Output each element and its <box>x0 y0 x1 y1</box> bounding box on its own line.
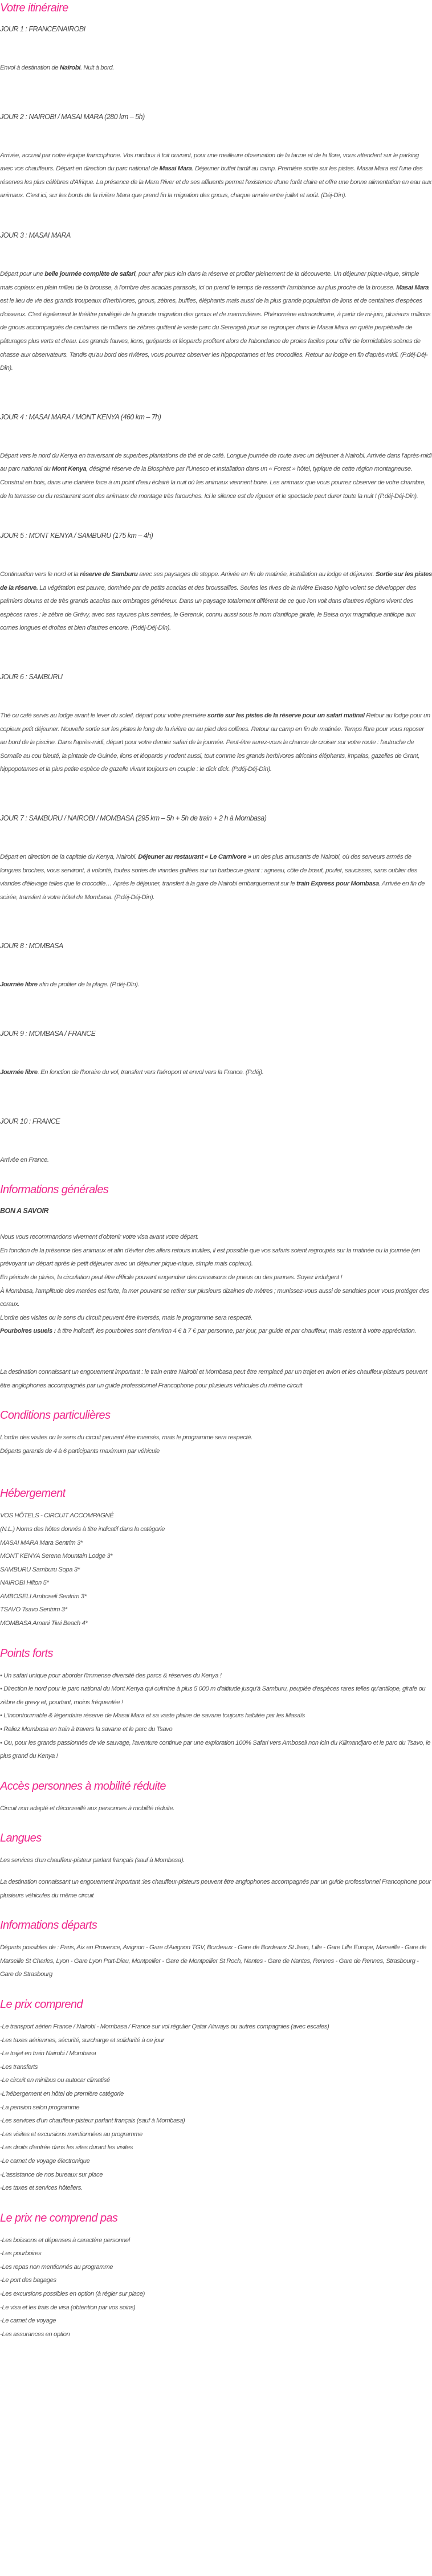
emphasis: Masai Mara <box>159 165 192 173</box>
day-1 <box>0 24 432 112</box>
price-excludes-title: Le prix ne comprend pas <box>0 2211 118 2224</box>
day-title: JOUR 7 : SAMBURU / NAIROBI / MOMBASA (295 km – 5h + 5h de train + 2 h à Mombasa) <box>0 814 267 823</box>
accommodation-title: Hébergement <box>0 1487 66 1500</box>
info-line: En fonction de la présence des animaux et afin d'éviter des allers retours inutiles, il est possible que vos safaris soient regroupés sur la matinée ou la journée (en prévoyant un départ après le petit déjeuner avec un déjeuner pique-nique, simple mais copieux). <box>0 1247 420 1268</box>
day-title: JOUR 3 : MASAI MARA <box>0 231 71 239</box>
info-line: En période de pluies, la circulation peut être difficile pouvant engendrer des crevaisons de pneus ou des pannes. Soyez indulgent ! <box>0 1273 343 1281</box>
highlight-item: • Un safari unique pour aborder l'immense diversité des parcs & réserves du Kenya ! <box>0 1672 222 1679</box>
hotel-item: MONT KENYA Serena Mountain Lodge 3* <box>0 1553 113 1560</box>
departures-section <box>0 1917 432 1997</box>
included-item: -Les transferts <box>0 2063 38 2071</box>
day-description: Départ en direction de la capitale du Kenya, Nairobi. Déjeuner au restaurant « Le Carnivore » un des plus amusants de Nairobi, où des serveurs armés de longues broches, vous serviront, à volonté, toutes sortes de viandes grillées sur un barbecue géant : agneau, côte de bœuf, poulet, saucisses, sans oublier des viandes d'élevage telles que le crocodile… Après le déjeuner, transfert à la gare de Nairobi embarquement sur le train Express pour Mombasa. Arrivée en fin de soirée, transfert à votre hôtel de Mombasa. (P.déj-Déj-Dîn). <box>0 854 425 901</box>
hotel-item: MOMBASA Amani Tiwi Beach 4* <box>0 1620 88 1627</box>
included-item: -L'assistance de nos bureaux sur place <box>0 2171 103 2178</box>
emphasis: Journée libre <box>0 1069 38 1076</box>
emphasis: Journée libre <box>0 981 38 989</box>
languages-section <box>0 1830 432 1917</box>
excluded-item: -Les excursions possibles en option (à régler sur place) <box>0 2291 145 2298</box>
good-to-know-heading: BON A SAVOIR <box>0 1207 49 1215</box>
included-item: -Les services d'un chauffeur-pisteur parlant français (sauf à Mombasa) <box>0 2117 185 2125</box>
day-description: Départ vers le nord du Kenya en traversant de superbes plantations de thé et de café. Longue journée de route avec un déjeuner à Nairobi. Arrivée dans l'après-midi au parc national du Mont Kenya, désigné réserve de la Biosphère par l'Unesco et installation dans un « Forest » hôtel, typique de cette région montagneuse. Construit en bois, dans une clairière face à un point d'eau éclairé la nuit où les animaux viennent boire. Les animaux que vous pourrez observer de votre chambre, de la terrasse ou du restaurant sont des animaux de montage très farouches. Ici le silence est de rigueur et le spectacle peut durer toute la nuit ! (P.déj-Déj-Dîn). <box>0 452 432 500</box>
hotel-item: NAIROBI Hilton 5* <box>0 1579 49 1587</box>
emphasis: Pourboires usuels : <box>0 1328 56 1335</box>
tips-line: Pourboires usuels : à titre indicatif, les pourboires sont d'environ 4 € à 7 € par personne, par jour, par guide et par chauffeur, mais restent à votre appréciation. <box>0 1328 417 1335</box>
price-includes-title: Le prix comprend <box>0 1998 83 2011</box>
day-9 <box>0 1028 432 1116</box>
bullet-icon: • <box>0 1739 2 1746</box>
departures-title: Informations départs <box>0 1919 97 1932</box>
highlight-item: • L'incontournable & légendaire réserve de Masai Mara et sa vaste plaine de savane toujours habitée par les Masaïs <box>0 1712 305 1720</box>
day-2 <box>0 112 432 230</box>
hotel-item: TSAVO Tsavo Sentrim 3* <box>0 1606 67 1614</box>
included-item: -Les visites et excursions mentionnées au programme <box>0 2130 142 2138</box>
destination-note: La destination connaissant un engouement important : le train entre Nairobi et Mombasa peut être remplacé par un trajet en avion et les chauffeur-pisteurs peuvent être anglophones accompagnés par un guide professionnel Francophone pour plusieurs véhicules du même circuit <box>0 1368 427 1389</box>
info-line: Nous vous recommandons vivement d'obtenir votre visa avant votre départ. <box>0 1234 199 1241</box>
hotels-note: (N.L.) Noms des hôtes donnés à titre indicatif dans la catégorie <box>0 1525 165 1533</box>
accessibility-text: Circuit non adapté et déconseillé aux personnes à mobilité réduite. <box>0 1805 175 1812</box>
general-info-section <box>0 1182 432 1407</box>
day-10 <box>0 1116 432 1182</box>
included-item: -Le trajet en train Nairobi / Mombasa <box>0 2050 96 2057</box>
day-description: Journée libre. En fonction de l'horaire du vol, transfert vers l'aéroport et envol vers la France. (P.déj). <box>0 1069 264 1076</box>
day-description: Arrivée, accueil par notre équipe francophone. Vos minibus à toit ouvrant, pour une meilleure observation de la faune et de la flore, vous attendent sur le parking avec vos chauffeurs. Départ en direction du parc national de Masai Mara. Déjeuner buffet tardif au camp. Première sortie sur les pistes. Masai Mara est l'une des réserves les plus célèbres d'Afrique. La présence de la Mara River et de ses affluents permet l'existence d'une forêt claire et offre une bonne alimentation en eau aux animaux. C'est ici, sur les bords de la rivière Mara que prend fin la migration des gnous, chaque année entre juillet et août. (Déj-Dîn). <box>0 152 432 199</box>
info-line: L'ordre des visites ou le sens du circuit peuvent être inversés, mais le programme sera respecté. <box>0 1314 252 1321</box>
conditions-section <box>0 1407 432 1485</box>
departures-text: Départs possibles de : Paris, Aix en Provence, Avignon - Gare d'Avignon TGV, Bordeaux - Gare de Bordeaux St Jean, Lille - Gare Lille Europe, Marseille - Gare de Marseille St Charles, Lyon - Gare Lyon Part-Dieu, Montpellier - Gare de Montpellier St Roch, Nantes - Gare de Nantes, Rennes - Gare de Rennes, Strasbourg - Gare de Strasbourg <box>0 1944 426 1978</box>
day-title: JOUR 8 : MOMBASA <box>0 942 63 950</box>
hotels-heading: VOS HÔTELS - CIRCUIT ACCOMPAGNÉ <box>0 1512 114 1520</box>
day-8 <box>0 941 432 1028</box>
excluded-item: -Les pourboires <box>0 2250 42 2257</box>
excluded-item: -Les repas non mentionnés au programme <box>0 2263 113 2271</box>
itinerary-title: Votre itinéraire <box>0 2 68 14</box>
price-excludes-section <box>0 2210 432 2342</box>
highlight-item: • Reliez Mombasa en train à travers la savane et le parc du Tsavo <box>0 1726 173 1733</box>
day-4 <box>0 412 432 530</box>
languages-text: Les services d'un chauffeur-pisteur parlant français (sauf à Mombasa). <box>0 1857 185 1864</box>
included-item: -Les droits d'entrée dans les sites durant les visites <box>0 2144 133 2152</box>
highlight-item: • Ou, pour les grands passionnés de vie sauvage, l'aventure continue par une exploration 100% Safari vers Amboseli non loin du Kilimandjaro et le parc du Tsavo, le plus grand du Kenya ! <box>0 1739 431 1760</box>
condition-line: L'ordre des visites ou le sens du circuit peuvent être inversés, mais le programme sera respecté. <box>0 1434 252 1442</box>
highlights-section <box>0 1646 432 1778</box>
highlight-item: • Direction le nord pour le parc national du Mont Kenya qui culmine à plus 5 000 m d'altitude jusqu'à Samburu, peuplée d'espèces rares telles qu'antilope, girafe ou zèbre de grevy et, pourtant, moins fréquentée ! <box>0 1685 426 1706</box>
info-line: À Mombasa, l'amplitude des marées est forte, la mer pouvant se retirer sur plusieurs dizaines de mètres ; munissez-vous aussi de sandales pour vous protéger des coraux. <box>0 1287 429 1308</box>
emphasis: train Express pour Mombasa <box>296 880 379 888</box>
bullet-icon: • <box>0 1712 2 1720</box>
day-title: JOUR 1 : FRANCE/NAIROBI <box>0 25 85 33</box>
day-title: JOUR 4 : MASAI MARA / MONT KENYA (460 km – 7h) <box>0 413 161 421</box>
included-item: -Le carnet de voyage électronique <box>0 2157 90 2165</box>
emphasis: Masai Mara <box>396 284 429 291</box>
day-description: Envol à destination de Nairobi. Nuit à bord. <box>0 64 114 71</box>
accommodation-section <box>0 1485 432 1645</box>
highlights-title: Points forts <box>0 1647 53 1660</box>
bullet-icon: • <box>0 1685 2 1693</box>
conditions-title: Conditions particulières <box>0 1409 111 1422</box>
day-description: Départ pour une belle journée complète de safari, pour aller plus loin dans la réserve et profiter pleinement de la découverte. Un déjeuner pique-nique, simple mais copieux en plein milieu de la brousse, à l'ombre des acacias parasols, ici on prend le temps de ressentir l'ambiance au plus proche de la brousse. Masai Mara est le lieu de vie des grands troupeaux d'herbivores, gnous, zèbres, buffles, éléphants mais aussi de la plus grande population de lions et de centaines d'espèces d'oiseaux. C'est également le théâtre privilégié de la grande migration des gnous et de mammifères. Phénomène extraordinaire, à partir de mi-juin, plusieurs millions de gnous accompagnés de centaines de milliers de zèbres quittent le vaste parc du Serengeti pour se regrouper dans le Masai Mara en quête perpétuelle de pâturages plus verts et d'eau. Les grands fauves, lions, guépards et léopards profitent alors de l'abondance de proies faciles pour offrir de formidables scènes de chasse aux observateurs. Tandis qu'au bord des rivières, vous pourrez observer les hippopotames et les crocodiles. Retour au lodge en fin d'après-midi. (P.déj-Déj-Dîn). <box>0 270 431 372</box>
day-title: JOUR 5 : MONT KENYA / SAMBURU (175 km – 4h) <box>0 532 153 540</box>
hotel-item: SAMBURU Samburu Sopa 3* <box>0 1566 80 1573</box>
excluded-item: -Le carnet de voyage <box>0 2317 56 2325</box>
day-title: JOUR 6 : SAMBURU <box>0 673 63 681</box>
day-description: Continuation vers le nord et la réserve de Samburu avec ses paysages de steppe. Arrivée en fin de matinée, installation au lodge et déjeuner. Sortie sur les pistes de la réserve. La végétation est pauvre, dominée par de petits acacias et des broussailles. Seules les rives de la rivière Ewaso Ngiro voient se développer des palmiers doums et de très grands acacias aux ombrages généreux. Dans un paysage totalement différent de ce que l'on voit dans d'autres régions vivent des espèces rares : le zèbre de Grévy, avec ses rayures plus serrées, le Gerenuk, connu aussi sous le nom d'antilope girafe, le Beisa oryx magnifique antilope aux cornes longues et droites et bien d'autres encore. (P.déj-Déj-Dîn). <box>0 571 432 632</box>
price-includes-section <box>0 1997 432 2210</box>
condition-line: Départs garantis de 4 à 6 participants maximum par véhicule <box>0 1447 160 1455</box>
general-info-title: Informations générales <box>0 1183 109 1197</box>
included-item: -Le transport aérien France / Nairobi - Mombasa / France sur vol régulier Qatar Airways ou autres compagnies (avec escales) <box>0 2023 329 2030</box>
excluded-item: -Le visa et les frais de visa (obtention par vos soins) <box>0 2304 136 2311</box>
emphasis: sortie sur les pistes de la réserve pour un safari matinal <box>207 712 365 720</box>
accessibility-section <box>0 1778 432 1831</box>
day-3 <box>0 230 432 412</box>
included-item: -Les taxes aériennes, sécurité, surcharge et solidarité à ce jour <box>0 2036 164 2044</box>
included-item: -Le circuit en minibus ou autocar climatisé <box>0 2077 110 2084</box>
itinerary-section <box>0 0 432 1182</box>
languages-note: La destination connaissant un engouement important :les chauffeur-pisteurs peuvent être anglophones accompagnés par un guide professionnel Francophone pour plusieurs véhicules du même circuit <box>0 1879 431 1899</box>
hotel-item: MASAI MARA Mara Sentrim 3* <box>0 1539 83 1546</box>
day-description: Thé ou café servis au lodge avant le lever du soleil, départ pour votre première sortie sur les pistes de la réserve pour un safari matinal Retour au lodge pour un copieux petit déjeuner. Nouvelle sortie sur les pistes le long de la rivière ou au pied des collines. Retour au camp en fin de matinée. Temps libre pour vous reposer au bord de la piscine. Dans l'après-midi, départ pour votre dernier safari de la journée. Peut-être aurez-vous la chance de croiser sur votre route : l'autruche de Somalie au cou bleuté, la pintade de Guinée, lions et léopards y rodent aussi, tout comme les grands herbivores africains éléphants, impalas, gazelles de Grant, hippopotames et la plus petite espèce de gazelle vivant toujours en couple : le dick dick. (P.déj-Déj-Dîn). <box>0 712 430 773</box>
emphasis: belle journée complète de safari <box>44 270 136 277</box>
included-item: -Les taxes et services hôteliers. <box>0 2185 83 2192</box>
day-7 <box>0 813 432 941</box>
excluded-item: -Les assurances en option <box>0 2330 70 2338</box>
emphasis: Sortie sur les pistes de la réserve. <box>0 571 432 591</box>
day-description: Arrivée en France. <box>0 1156 49 1164</box>
accessibility-title: Accès personnes à mobilité réduite <box>0 1779 166 1793</box>
emphasis: réserve de Samburu <box>80 571 138 578</box>
day-title: JOUR 9 : MOMBASA / FRANCE <box>0 1030 96 1038</box>
bullet-icon: • <box>0 1726 2 1733</box>
languages-title: Langues <box>0 1832 42 1845</box>
emphasis: Nairobi <box>59 64 80 71</box>
day-description: Journée libre afin de profiter de la plage. (P.déj-Dîn). <box>0 981 140 989</box>
hotel-item: AMBOSELI Amboseli Sentrim 3* <box>0 1593 87 1600</box>
day-5 <box>0 530 432 672</box>
excluded-item: -Le port des bagages <box>0 2277 56 2284</box>
emphasis: Mont Kenya <box>52 466 87 473</box>
included-item: -L'hébergement en hôtel de première catégorie <box>0 2090 124 2097</box>
day-title: JOUR 10 : FRANCE <box>0 1117 60 1125</box>
included-item: -La pension selon programme <box>0 2104 80 2111</box>
emphasis: Déjeuner au restaurant « Le Carnivore » <box>138 854 251 861</box>
excluded-item: -Les boissons et dépenses à caractère personnel <box>0 2236 130 2244</box>
day-title: JOUR 2 : NAIROBI / MASAI MARA (280 km – 5h) <box>0 112 145 121</box>
bullet-icon: • <box>0 1672 2 1679</box>
day-6 <box>0 672 432 813</box>
